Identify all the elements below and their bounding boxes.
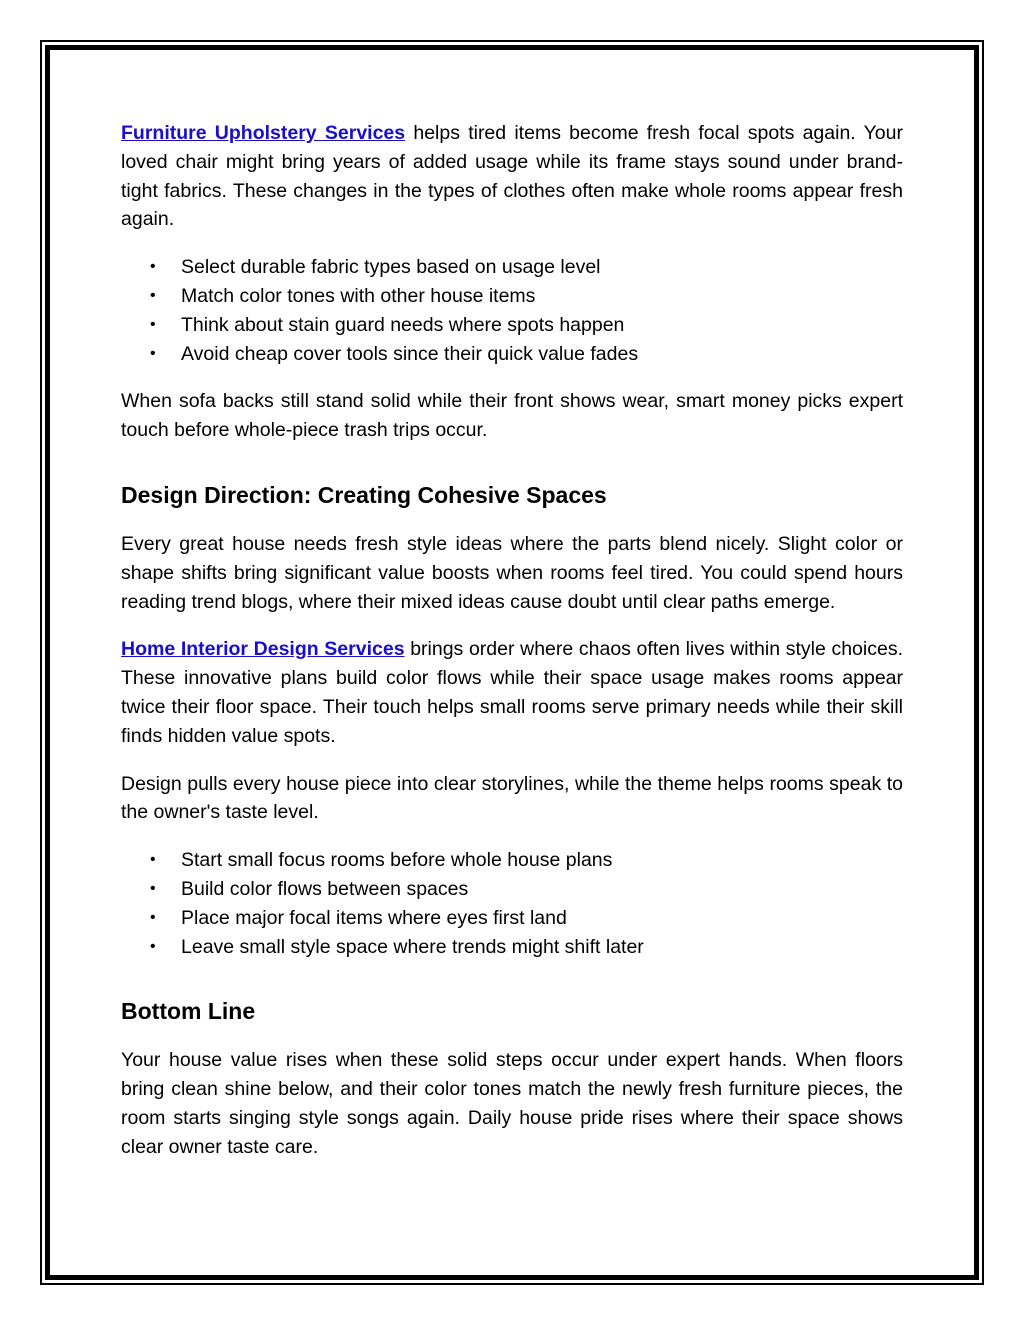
list-item: • Think about stain guard needs where spots happen: [181, 311, 903, 340]
design-tips-list: [121, 846, 903, 961]
list-item: • Leave small style space where trends might shift later: [181, 933, 903, 962]
intro-paragraph: [121, 119, 903, 234]
list-item: • Build color flows between spaces: [181, 875, 903, 904]
design-direction-heading: Design Direction: Creating Cohesive Spaces: [121, 481, 607, 508]
sofa-paragraph: When sofa backs still stand solid while their front shows wear, smart money picks expert touch before whole-piece trash trips occur.: [121, 390, 903, 442]
list-item: • Start small focus rooms before whole house plans: [181, 846, 903, 875]
interior-design-paragraph-text: brings order where chaos often lives within style choices. These innovative plans build color flows while their space usage makes rooms appear twice their floor space. Their touch helps small rooms serve primary needs while their skill finds hidden value spots.: [121, 638, 904, 747]
interior-design-paragraph: [121, 635, 903, 750]
design-intro-paragraph: Every great house needs fresh style ideas where the parts blend nicely. Slight color or shape shifts bring significant value boosts when rooms feel tired. You could spend hours reading trend blogs, where their mixed ideas cause doubt until clear paths emerge.: [121, 532, 903, 613]
list-item: • Select durable fabric types based on usage level: [181, 253, 903, 282]
home-interior-design-link[interactable]: Home Interior Design Services: [121, 638, 405, 661]
list-item: • Place major focal items where eyes first land: [181, 904, 903, 933]
design-storylines-paragraph: Design pulls every house piece into clear storylines, while the theme helps rooms speak to the owner's taste level.: [121, 772, 903, 824]
intro-paragraph-text: helps tired items become fresh focal spots again. Your loved chair might bring years of added usage while its frame stays sound under brand-tight fabrics. These changes in the types of clothes often make whole rooms appear fresh again.: [121, 122, 903, 231]
document-body: [121, 119, 903, 1181]
furniture-upholstery-link[interactable]: Furniture Upholstery Services: [121, 122, 406, 144]
bottom-line-heading: Bottom Line: [121, 998, 256, 1025]
bottom-line-paragraph: Your house value rises when these solid steps occur under expert hands. When floors bring clean shine below, and their color tones match the newly fresh furniture pieces, the room starts singing style songs again. Daily house pride rises where their space shows clear owner taste care.: [121, 1049, 903, 1158]
upholstery-tips-list: [121, 253, 903, 368]
list-item: • Match color tones with other house items: [181, 282, 903, 311]
list-item: • Avoid cheap cover tools since their quick value fades: [181, 340, 903, 369]
